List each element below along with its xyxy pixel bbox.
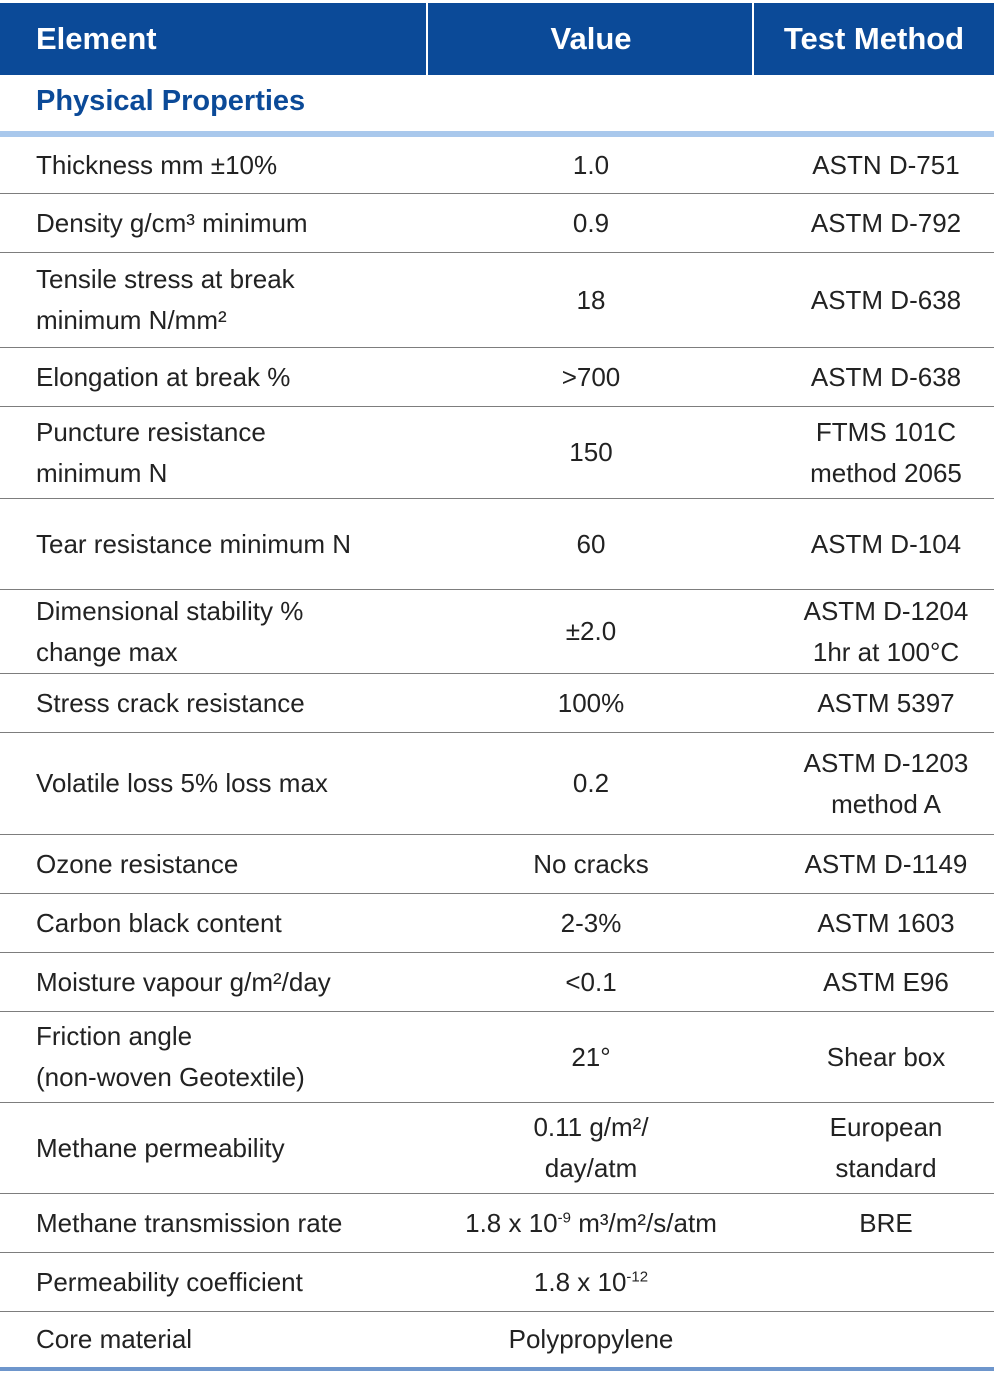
cell-element: Tensile stress at break minimum N/mm² <box>36 264 295 335</box>
value-exponent: -9 <box>557 1208 571 1226</box>
cell-test-method: FTMS 101C method 2065 <box>810 416 962 488</box>
cell-element: Methane permeability <box>36 1132 285 1163</box>
cell-value: >700 <box>561 361 621 392</box>
cell-value <box>534 1262 648 1303</box>
cell-value: 0.9 <box>572 207 610 238</box>
table-row <box>0 1194 994 1253</box>
cell-value: No cracks <box>533 848 649 879</box>
cell-test-method: ASTM D-1203 method A <box>803 747 969 819</box>
cell-element: Elongation at break % <box>36 361 291 392</box>
cell-element: Permeability coefficient <box>36 1266 303 1297</box>
table-row <box>0 194 994 253</box>
section-title: Physical Properties <box>36 85 306 117</box>
cell-element: Dimensional stability % change max <box>36 595 304 667</box>
value-unit: m³/m²/s/atm <box>570 1207 717 1238</box>
cell-test-method: ASTM D-1204 1hr at 100°C <box>803 595 969 667</box>
cell-test-method: ASTM D-638 <box>810 361 962 392</box>
cell-value: Polypropylene <box>508 1324 674 1354</box>
table-row <box>0 348 994 407</box>
table-row <box>0 137 994 194</box>
table-bottom-rule <box>0 1367 994 1371</box>
cell-test-method: BRE <box>859 1207 913 1238</box>
table-row <box>0 953 994 1012</box>
cell-element: Friction angle (non-woven Geotextile) <box>36 1021 305 1092</box>
value-exponent: -12 <box>626 1267 649 1285</box>
table-row <box>0 1012 994 1103</box>
cell-value <box>465 1203 717 1244</box>
table-row <box>0 253 994 348</box>
header-divider <box>426 3 428 75</box>
cell-element: Core material <box>36 1324 193 1354</box>
cell-element: Tear resistance minimum N <box>36 528 351 559</box>
cell-element: Density g/cm³ minimum <box>36 207 308 238</box>
cell-test-method: ASTM 5397 <box>817 687 955 718</box>
value-base: 1.8 x 10 <box>465 1207 558 1238</box>
cell-element: Methane transmission rate <box>36 1207 343 1238</box>
table-row <box>0 499 994 590</box>
cell-test-method: ASTM D-638 <box>810 284 962 315</box>
cell-test-method: ASTM D-1149 <box>804 848 968 879</box>
table-row <box>0 733 994 835</box>
cell-element: Ozone resistance <box>36 848 239 879</box>
cell-element: Carbon black content <box>36 907 282 938</box>
table-row <box>0 1312 994 1367</box>
cell-element: Moisture vapour g/m²/day <box>36 966 331 997</box>
table-row <box>0 590 994 674</box>
cell-element: Thickness mm ±10% <box>36 149 278 180</box>
table-row <box>0 894 994 953</box>
cell-value: 0.2 <box>572 768 610 798</box>
section-header <box>0 75 994 131</box>
cell-value: 0.11 g/m²/ day/atm <box>533 1112 649 1183</box>
cell-value: 100% <box>557 687 625 718</box>
cell-test-method: ASTM E96 <box>823 966 949 997</box>
cell-test-method: European standard <box>829 1112 943 1183</box>
header-element: Element <box>36 21 157 56</box>
cell-test-method: ASTM D-792 <box>810 207 962 238</box>
cell-element: Puncture resistance minimum N <box>36 416 266 488</box>
cell-element: Volatile loss 5% loss max <box>36 768 328 798</box>
table-row <box>0 835 994 894</box>
cell-value: 150 <box>569 437 613 467</box>
header-value: Value <box>550 21 632 56</box>
cell-value: 60 <box>576 528 606 559</box>
cell-value: 18 <box>576 284 606 315</box>
cell-value: <0.1 <box>565 966 617 997</box>
cell-test-method: ASTM 1603 <box>817 907 955 938</box>
table-row <box>0 407 994 499</box>
table-row <box>0 674 994 733</box>
cell-value: 1.0 <box>572 149 610 180</box>
cell-element: Stress crack resistance <box>36 687 305 718</box>
cell-test-method: ASTM D-104 <box>810 528 962 559</box>
header-test-method: Test Method <box>783 21 965 56</box>
header-divider <box>752 3 754 75</box>
cell-value: 21° <box>571 1041 611 1072</box>
cell-test-method: Shear box <box>826 1041 946 1072</box>
table-header <box>0 3 994 75</box>
cell-value: ±2.0 <box>565 616 617 646</box>
table-row <box>0 1103 994 1194</box>
cell-value: 2-3% <box>560 907 622 938</box>
table-row <box>0 1253 994 1312</box>
value-base: 1.8 x 10 <box>533 1266 627 1297</box>
cell-test-method: ASTN D-751 <box>812 149 960 180</box>
